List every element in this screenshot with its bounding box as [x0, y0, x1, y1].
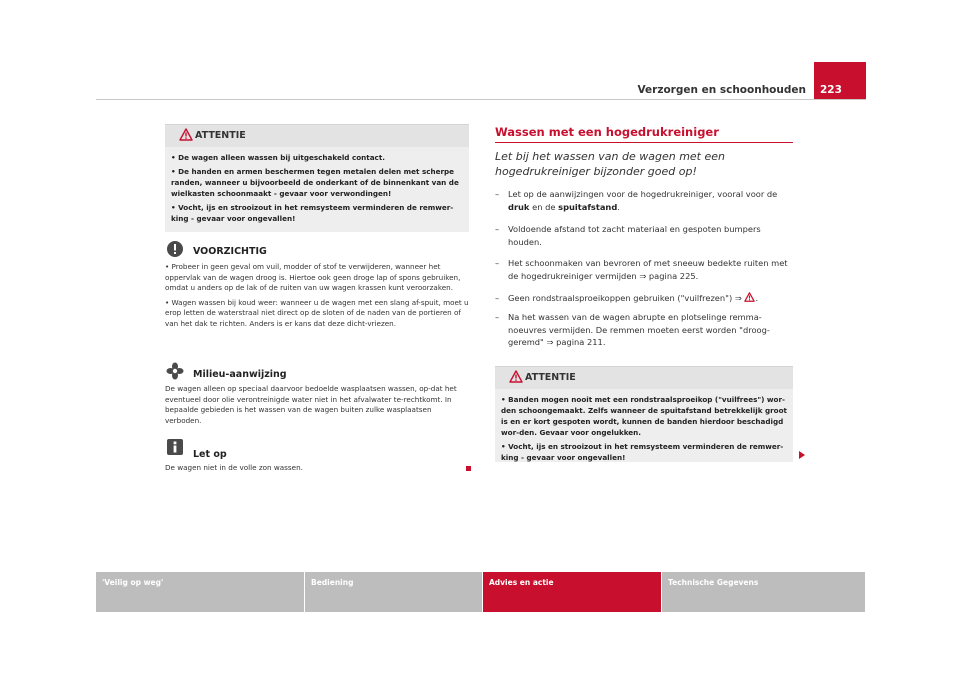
tip-text [165, 463, 469, 478]
warning-triangle-icon [744, 292, 755, 302]
page-number: 223 [814, 62, 866, 100]
heading-underline [495, 142, 793, 143]
caution-item: • Wagen wassen bij koud weer: wanneer u de wagen met een slang af-spuit, moet u erop letten de waterstraal niet direct op de sloten of de naden van de portieren of van het dak te richten. Anders is er kans dat deze dicht-vriezen. [165, 297, 469, 328]
continue-arrow-icon [797, 450, 807, 460]
warning-item: • Vocht, ijs en strooizout in het remsysteem verminderen de remwer-king - gevaar voor ongevallen! [501, 442, 784, 462]
page-header-title: Verzorgen en schoonhouden [637, 84, 806, 96]
warning-item: • De wagen alleen wassen bij uitgeschakeld contact. [171, 153, 385, 162]
caution-text [165, 262, 469, 334]
section-end-marker [466, 466, 471, 471]
warning-item: • De handen en armen beschermen tegen metalen delen met scherpe randen, wanneer u bijvoorbeeld de onderkant of de binnenkant van de wielkasten schoonmaakt - gevaar voor verwondingen! [171, 167, 459, 198]
warning-triangle-icon [509, 370, 523, 383]
step-dash: – [495, 258, 500, 268]
tip-paragraph: De wagen niet in de volle zon wassen. [165, 463, 303, 472]
step-dash: – [495, 293, 500, 303]
info-icon [166, 438, 184, 456]
warning-item: • Banden mogen nooit met een rondstraalsproeikop ("vuilfrees") wor-den schoongemaakt. Zelfs wanneer de spuitafstand betrekkelijk groot is en er kort gespoten wordt, kunnen de banden hierdoor beschadigd wor-den. Gevaar voor ongelukken. [501, 395, 787, 437]
warning-header [165, 125, 469, 147]
footer-tab-advies-en-actie[interactable]: Advies en actie [483, 572, 661, 612]
section-intro: Let bij het wassen van de wagen met een hogedrukreiniger bijzonder goed op! [495, 150, 726, 178]
left-warning-box [165, 124, 469, 232]
caution-icon [166, 240, 184, 258]
instruction-step: – Geen rondstraalsproeikoppen gebruiken ("vuilfrezen") ⇒ . [495, 293, 759, 303]
instruction-step: – Het schoonmaken van bevroren of met sneeuw bedekte ruiten met de hogedrukreiniger vermijden ⇒ pagina 225. [495, 258, 788, 281]
warning-item: • Vocht, ijs en strooizout in het remsysteem verminderen de remwer-king - gevaar voor ongevallen! [171, 203, 454, 223]
instruction-step: – Na het wassen van de wagen abrupte en plotselinge remma-noeuvres vermijden. De remmen moeten eerst worden "droog-geremd" ⇒ pagina 211. [495, 312, 770, 347]
environment-flower-icon [166, 362, 184, 380]
environment-text [165, 384, 469, 430]
warning-list [495, 389, 793, 470]
right-warning-box [495, 366, 793, 462]
environment-title: Milieu-aanwijzing [193, 369, 287, 380]
footer-tab-bediening[interactable]: Bediening [305, 572, 482, 612]
tip-title: Let op [193, 449, 227, 460]
caution-title: VOORZICHTIG [193, 246, 267, 257]
step-dash: – [495, 189, 500, 199]
environment-paragraph: De wagen alleen op speciaal daarvoor bedoelde wasplaatsen wassen, op-dat het eventueel door olie verontreinigde water niet in het afvalwater te-rechtkomt. In bepaalde gebieden is het wassen van de wagen buiten zulke wasplaatsen verboden. [165, 384, 457, 425]
footer-tab-veilig-op-weg[interactable]: 'Veilig op weg' [96, 572, 304, 612]
step-dash: – [495, 224, 500, 234]
caution-item: • Probeer in geen geval om vuil, modder of stof te verwijderen, wanneer het oppervlak van de wagen droog is. Hiertoe ook geen droge lap of spons gebruiken, omdat u anders op de lak of de ruiten van uw wagen krassen kunt veroorzaken. [165, 262, 461, 293]
instruction-step: – Let op de aanwijzingen voor de hogedrukreiniger, vooral voor de druk en de spuitafstand. [495, 189, 778, 212]
warning-header [495, 367, 793, 389]
header-divider [96, 99, 866, 100]
warning-title: ATTENTIE [195, 130, 246, 141]
step-dash: – [495, 312, 500, 322]
instruction-step: – Voldoende afstand tot zacht materiaal en gespoten bumpers houden. [495, 224, 761, 247]
footer-tab-technische-gegevens[interactable]: Technische Gegevens [662, 572, 865, 612]
warning-triangle-icon [179, 128, 193, 141]
warning-list [165, 147, 469, 231]
warning-title: ATTENTIE [525, 372, 576, 383]
section-heading: Wassen met een hogedrukreiniger [495, 125, 719, 139]
